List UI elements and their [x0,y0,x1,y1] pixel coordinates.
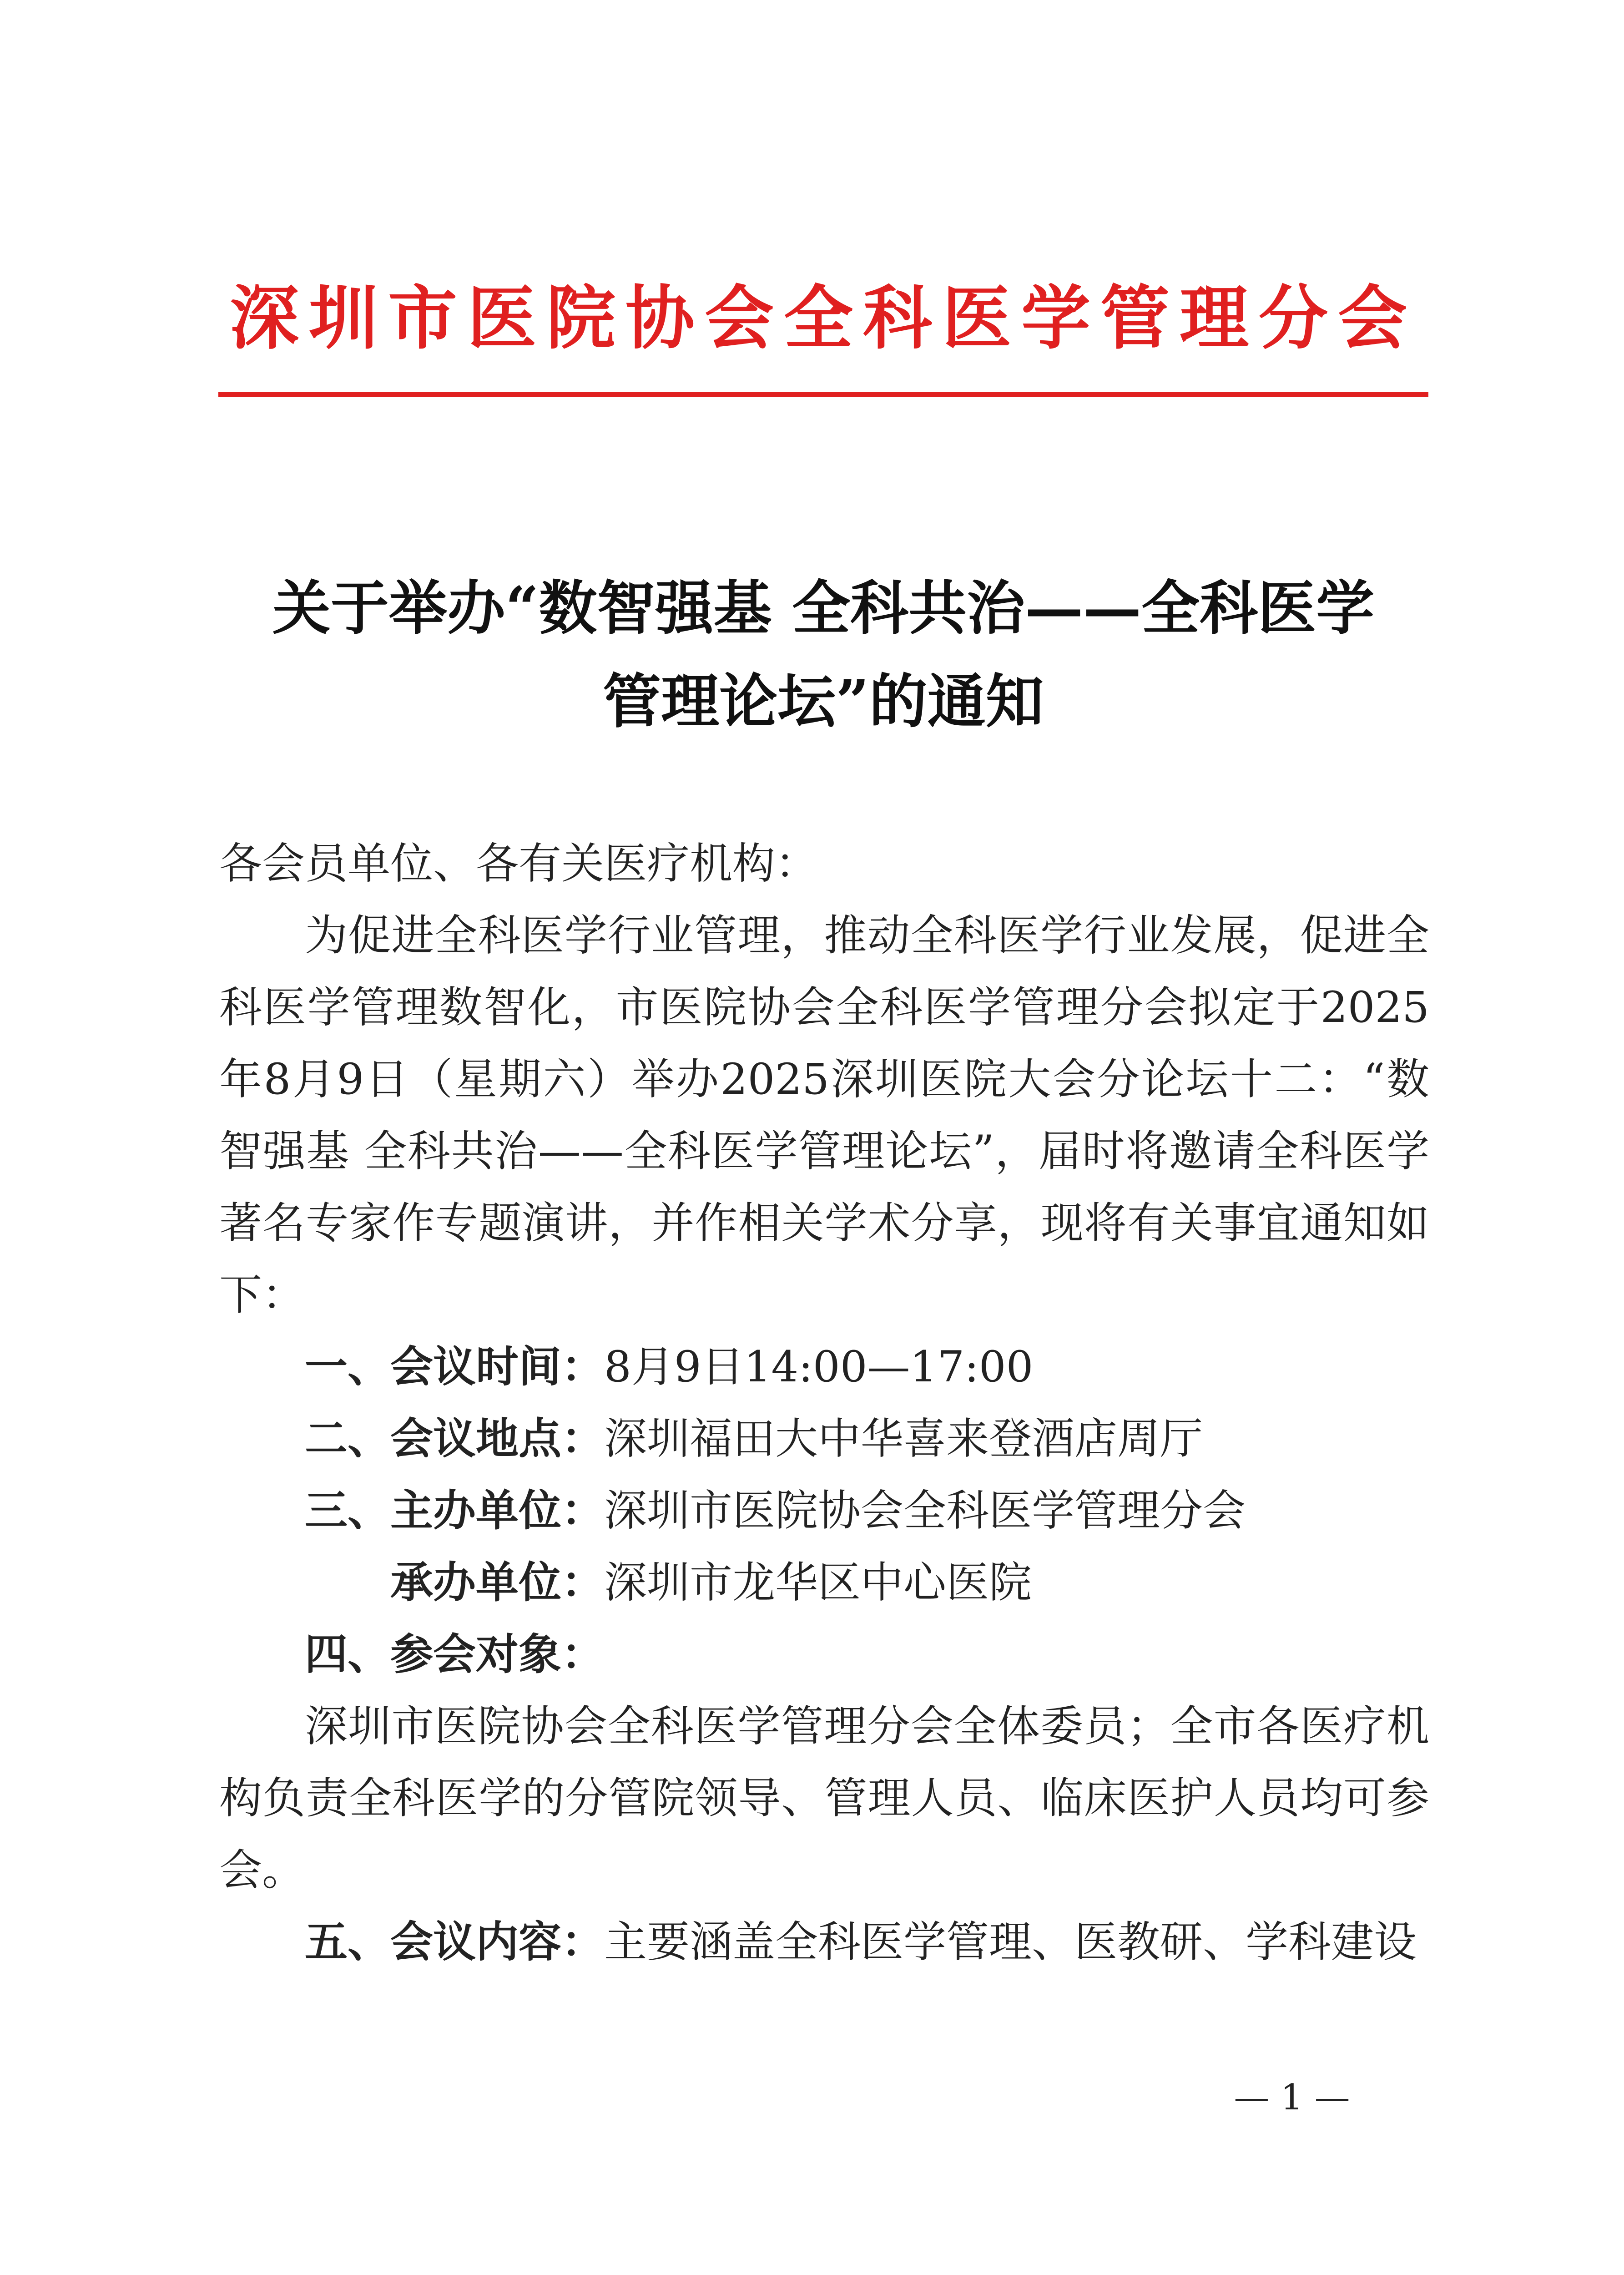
salutation: 各会员单位、各有关医疗机构： [219,839,818,889]
host-value: 深圳市医院协会全科医学管理分会 [604,1486,1246,1536]
audience-line-2: 构负责全科医学的分管院领导、管理人员、临床医护人员均可参 [219,1774,1429,1823]
co-host-label: 承办单位： [390,1558,605,1608]
red-divider [218,392,1428,397]
page-number: — 1 — [1234,2077,1350,2118]
intro-line-6: 下： [219,1270,305,1320]
intro-line-5: 著名专家作专题演讲，并作相关学术分享，现将有关事宜通知如 [219,1198,1429,1248]
meeting-content-label: 五、会议内容： [305,1917,605,1967]
item-meeting-time [219,1331,1429,1403]
meeting-content-value: 主要涵盖全科医学管理、医教研、学科建设 [604,1917,1417,1967]
document-body [219,828,1429,1978]
meeting-time-value: 8月9日14:00—17:00 [604,1342,1034,1392]
item-host [219,1475,1429,1547]
item-meeting-content [219,1906,1429,1978]
intro-line-4: 智强基 全科共治——全科医学管理论坛”，届时将邀请全科医学 [219,1127,1429,1176]
item-co-host [219,1547,1429,1619]
audience-label: 四、参会对象： [305,1630,605,1679]
meeting-venue-value: 深圳福田大中华喜来登酒店周厅 [604,1414,1203,1464]
org-header: 深圳市医院协会全科医学管理分会 [230,278,1417,359]
co-host-value: 深圳市龙华区中心医院 [604,1558,1032,1608]
audience-line-3: 会。 [219,1845,305,1895]
title-line-2: 管理论坛”的通知 [603,667,1044,736]
audience-line-1: 深圳市医院协会全科医学管理分会全体委员；全市各医疗机 [305,1702,1429,1751]
intro-line-2: 科医学管理数智化，市医院协会全科医学管理分会拟定于2025 [219,983,1429,1032]
title-line-1: 关于举办“数智强基 全科共治——全科医学 [272,574,1375,642]
meeting-time-label: 一、会议时间： [305,1342,605,1392]
intro-line-3: 年8月9日（星期六）举办2025深圳医院大会分论坛十二：“数 [219,1055,1429,1104]
meeting-venue-label: 二、会议地点： [305,1414,605,1464]
item-audience [219,1619,1429,1691]
document-title [200,562,1447,748]
intro-line-1: 为促进全科医学行业管理，推动全科医学行业发展，促进全 [305,911,1429,961]
host-label: 三、主办单位： [305,1486,605,1536]
item-meeting-venue [219,1403,1429,1475]
